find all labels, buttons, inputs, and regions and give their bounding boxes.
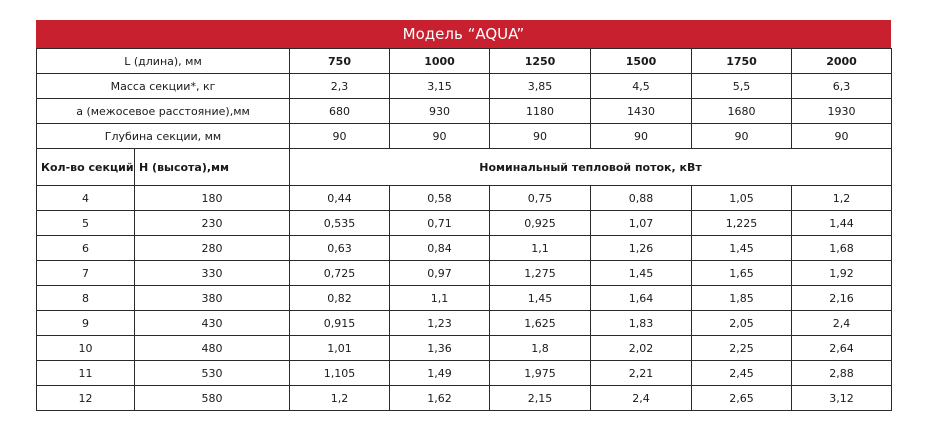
sections-cell: 4 [37,186,135,211]
flow-cell: 1,07 [591,211,692,236]
flow-cell: 2,65 [692,386,792,411]
table-row [37,236,892,261]
spec-cell: 90 [290,124,390,149]
table-title: Модель “AQUA” [36,20,891,48]
header-height: H (высота),мм [135,149,290,186]
flow-cell: 0,88 [591,186,692,211]
spec-row [37,49,892,74]
spec-cell: 1680 [692,99,792,124]
spec-cell: 1750 [692,49,792,74]
flow-cell: 2,4 [591,386,692,411]
flow-cell: 1,01 [290,336,390,361]
flow-cell: 0,84 [390,236,490,261]
flow-cell: 1,1 [390,286,490,311]
flow-cell: 1,49 [390,361,490,386]
spec-cell: 680 [290,99,390,124]
table-row [37,211,892,236]
spec-row [37,124,892,149]
height-cell: 580 [135,386,290,411]
flow-cell: 0,63 [290,236,390,261]
flow-cell: 1,1 [490,236,591,261]
spec-cell: 2,3 [290,74,390,99]
flow-cell: 1,26 [591,236,692,261]
spec-cell: 6,3 [792,74,892,99]
table-row [37,386,892,411]
spec-row [37,74,892,99]
row-label: Глубина секции, мм [37,124,290,149]
flow-cell: 0,725 [290,261,390,286]
flow-cell: 1,225 [692,211,792,236]
flow-cell: 0,97 [390,261,490,286]
flow-cell: 1,45 [490,286,591,311]
flow-cell: 2,88 [792,361,892,386]
spec-row [37,99,892,124]
spec-cell: 5,5 [692,74,792,99]
spec-cell: 1500 [591,49,692,74]
flow-cell: 2,21 [591,361,692,386]
flow-cell: 2,45 [692,361,792,386]
height-cell: 230 [135,211,290,236]
spec-cell: 1430 [591,99,692,124]
header-sections: Кол-во секций [37,149,135,186]
table-body [37,49,892,411]
table-row [37,361,892,386]
spec-cell: 2000 [792,49,892,74]
height-cell: 530 [135,361,290,386]
spec-cell: 1000 [390,49,490,74]
flow-cell: 1,44 [792,211,892,236]
table-row [37,186,892,211]
flow-cell: 0,925 [490,211,591,236]
spec-cell: 90 [792,124,892,149]
flow-cell: 1,83 [591,311,692,336]
flow-cell: 2,64 [792,336,892,361]
flow-cell: 1,68 [792,236,892,261]
spec-cell: 4,5 [591,74,692,99]
header-flow: Номинальный тепловой поток, кВт [290,149,892,186]
flow-cell: 1,45 [591,261,692,286]
flow-cell: 0,82 [290,286,390,311]
table-row [37,286,892,311]
spec-cell: 90 [591,124,692,149]
table-row [37,336,892,361]
spec-cell: 3,15 [390,74,490,99]
table-row [37,311,892,336]
header-row [37,149,892,186]
flow-cell: 2,16 [792,286,892,311]
flow-cell: 1,2 [792,186,892,211]
spec-cell: 930 [390,99,490,124]
row-label: Масса секции*, кг [37,74,290,99]
flow-cell: 1,92 [792,261,892,286]
spec-cell: 3,85 [490,74,591,99]
sections-cell: 10 [37,336,135,361]
flow-cell: 1,45 [692,236,792,261]
flow-cell: 2,25 [692,336,792,361]
flow-cell: 2,02 [591,336,692,361]
height-cell: 380 [135,286,290,311]
flow-cell: 0,71 [390,211,490,236]
sections-cell: 6 [37,236,135,261]
sections-cell: 12 [37,386,135,411]
row-label: L (длина), мм [37,49,290,74]
flow-cell: 1,62 [390,386,490,411]
flow-cell: 1,23 [390,311,490,336]
height-cell: 280 [135,236,290,261]
spec-cell: 1250 [490,49,591,74]
spec-table-container [36,20,891,411]
height-cell: 430 [135,311,290,336]
sections-cell: 5 [37,211,135,236]
spec-cell: 750 [290,49,390,74]
flow-cell: 0,44 [290,186,390,211]
spec-cell: 90 [490,124,591,149]
flow-cell: 2,4 [792,311,892,336]
spec-cell: 1180 [490,99,591,124]
height-cell: 180 [135,186,290,211]
height-cell: 330 [135,261,290,286]
flow-cell: 2,15 [490,386,591,411]
sections-cell: 7 [37,261,135,286]
flow-cell: 1,85 [692,286,792,311]
flow-cell: 1,05 [692,186,792,211]
flow-cell: 1,36 [390,336,490,361]
flow-cell: 1,105 [290,361,390,386]
flow-cell: 1,2 [290,386,390,411]
sections-cell: 8 [37,286,135,311]
spec-cell: 90 [390,124,490,149]
flow-cell: 1,975 [490,361,591,386]
flow-cell: 0,58 [390,186,490,211]
table-row [37,261,892,286]
spec-cell: 90 [692,124,792,149]
height-cell: 480 [135,336,290,361]
flow-cell: 1,64 [591,286,692,311]
flow-cell: 0,535 [290,211,390,236]
row-label: a (межосевое расстояние),мм [37,99,290,124]
flow-cell: 0,915 [290,311,390,336]
flow-cell: 1,625 [490,311,591,336]
spec-cell: 1930 [792,99,892,124]
flow-cell: 3,12 [792,386,892,411]
flow-cell: 1,65 [692,261,792,286]
spec-table [36,48,892,411]
flow-cell: 0,75 [490,186,591,211]
flow-cell: 1,8 [490,336,591,361]
flow-cell: 1,275 [490,261,591,286]
sections-cell: 11 [37,361,135,386]
sections-cell: 9 [37,311,135,336]
flow-cell: 2,05 [692,311,792,336]
